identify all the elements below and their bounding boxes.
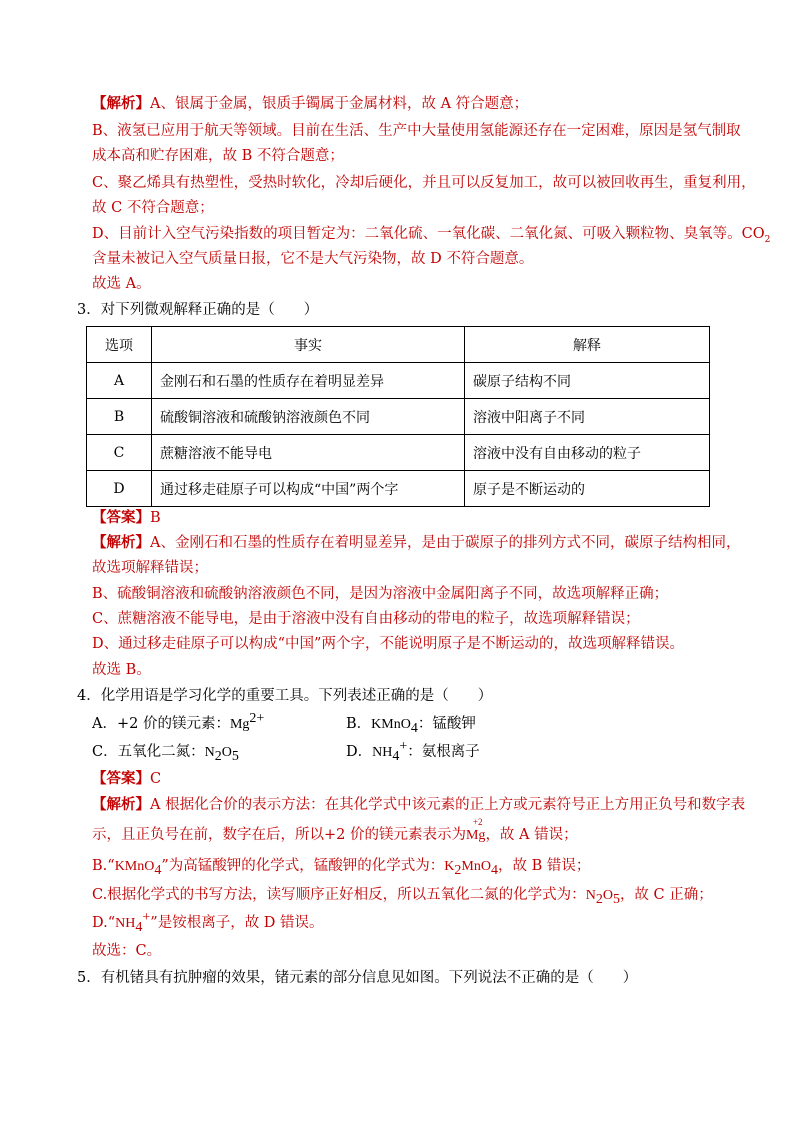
q5-stem: 5．有机锗具有抗肿瘤的效果，锗元素的部分信息见如图。下列说法不正确的是（ ） bbox=[77, 970, 638, 986]
table-cell: C bbox=[87, 435, 152, 471]
table-cell: 金刚石和石墨的性质存在着明显差异 bbox=[152, 363, 465, 399]
q4-analysis-b: B.“KMnO$_4$”为高锰酸钾的化学式，锰酸钾的化学式为：$K_2MnO_4$，故 B 错误； bbox=[92, 858, 591, 878]
table-cell: 溶液中没有自由移动的粒子 bbox=[465, 435, 710, 471]
q3-analysis-d: D、通过移走硅原子可以构成“中国”两个字，不能说明原子是不断运动的，故选项解释错误。 bbox=[92, 636, 684, 652]
q4-option-c: C．五氧化二氮：$N_2O_5$ bbox=[92, 744, 239, 764]
q4-option-a: A．+2 价的镁元素：$Mg^{2+}$ bbox=[92, 711, 265, 732]
q2-analysis-d-2: 含量未被记入空气质量日报，它不是大气污染物，故 D 不符合题意。 bbox=[92, 251, 534, 267]
table-cell: 溶液中阳离子不同 bbox=[465, 399, 710, 435]
q3-analysis-a-2: 故选项解释错误； bbox=[92, 560, 208, 576]
q4-analysis-a-2: 示，且正负号在前，数字在后，所以+2 价的镁元素表示为 +2 Mg，故 A 错误； bbox=[92, 825, 578, 846]
table-header: 解释 bbox=[465, 327, 710, 363]
q4-answer: 【答案】C bbox=[92, 770, 162, 787]
valence-notation: +2 Mg bbox=[465, 817, 486, 843]
q3-answer: 【答案】B bbox=[92, 509, 161, 526]
table-row bbox=[87, 435, 710, 471]
table-cell: 碳原子结构不同 bbox=[465, 363, 710, 399]
table-header: 事实 bbox=[152, 327, 465, 363]
q2-analysis-d-1: D、目前计入空气污染指数的项目暂定为：二氧化硫、一氧化碳、二氧化氮、可吸入颗粒物、臭氧等。$CO_2$ bbox=[92, 226, 771, 245]
q3-analysis-c: C、蔗糖溶液不能导电，是由于溶液中没有自由移动的带电的粒子，故选项解释错误； bbox=[92, 611, 640, 627]
table-row bbox=[87, 471, 710, 507]
table-cell: A bbox=[87, 363, 152, 399]
q2-analysis-c-2: 故 C 不符合题意； bbox=[92, 200, 214, 216]
q2-analysis-a: 【解析】A、银属于金属，银质手镯属于金属材料，故 A 符合题意； bbox=[92, 95, 529, 112]
q2-analysis-b-1: B、液氢已应用于航天等领域。目前在生活、生产中大量使用氢能源还存在一定困难，原因是氢气制取 bbox=[92, 123, 741, 139]
table-row bbox=[87, 363, 710, 399]
q4-option-b: B．KMnO$_4$：锰酸钾 bbox=[346, 716, 476, 736]
q4-choice: 故选：C。 bbox=[92, 943, 162, 959]
q4-analysis-c: C.根据化学式的书写方法，读写顺序正好相反，所以五氧化二氮的化学式为：$N_2O_5$，故 C 正确； bbox=[92, 887, 713, 907]
q2-analysis-c-1: C、聚乙烯具有热塑性，受热时软化，冷却后硬化，并且可以反复加工，故可以被回收再生，重复利用， bbox=[92, 175, 756, 191]
q3-analysis-a-1: 【解析】A、金刚石和石墨的性质存在着明显差异，是由于碳原子的排列方式不同，碳原子结构相同， bbox=[92, 534, 741, 551]
q4-option-d: D．$NH_4^+$：氨根离子 bbox=[346, 739, 480, 764]
analysis-label: 【解析】 bbox=[92, 534, 150, 551]
table-cell: B bbox=[87, 399, 152, 435]
table-cell: 蔗糖溶液不能导电 bbox=[152, 435, 465, 471]
table-header: 选项 bbox=[87, 327, 152, 363]
q2-analysis-b-2: 成本高和贮存困难，故 B 不符合题意； bbox=[92, 148, 344, 164]
q2-choice: 故选 A。 bbox=[92, 276, 151, 292]
table-header-row bbox=[87, 327, 710, 363]
answer-label: 【答案】 bbox=[92, 509, 150, 526]
table-cell: 硫酸铜溶液和硫酸钠溶液颜色不同 bbox=[152, 399, 465, 435]
q3-stem: 3．对下列微观解释正确的是（ ） bbox=[77, 302, 319, 318]
answer-label: 【答案】 bbox=[92, 770, 150, 787]
analysis-label: 【解析】 bbox=[92, 796, 150, 813]
q3-table bbox=[86, 326, 710, 507]
table-row bbox=[87, 399, 710, 435]
q3-choice: 故选 B。 bbox=[92, 662, 151, 678]
q3-analysis-b: B、硫酸铜溶液和硫酸钠溶液颜色不同，是因为溶液中金属阳离子不同，故选项解释正确； bbox=[92, 586, 669, 602]
analysis-label: 【解析】 bbox=[92, 95, 150, 112]
q4-stem: 4．化学用语是学习化学的重要工具。下列表述正确的是（ ） bbox=[77, 688, 493, 704]
table-cell: D bbox=[87, 471, 152, 507]
table-cell: 通过移走硅原子可以构成“中国”两个字 bbox=[152, 471, 465, 507]
q4-analysis-a-1: 【解析】A 根据化合价的表示方法：在其化学式中该元素的正上方或元素符号正上方用正负号和数字表 bbox=[92, 796, 746, 813]
table-cell: 原子是不断运动的 bbox=[465, 471, 710, 507]
q4-analysis-d: $D.“NH_4^+$”是铵根离子，故 D 错误。 bbox=[92, 910, 324, 935]
